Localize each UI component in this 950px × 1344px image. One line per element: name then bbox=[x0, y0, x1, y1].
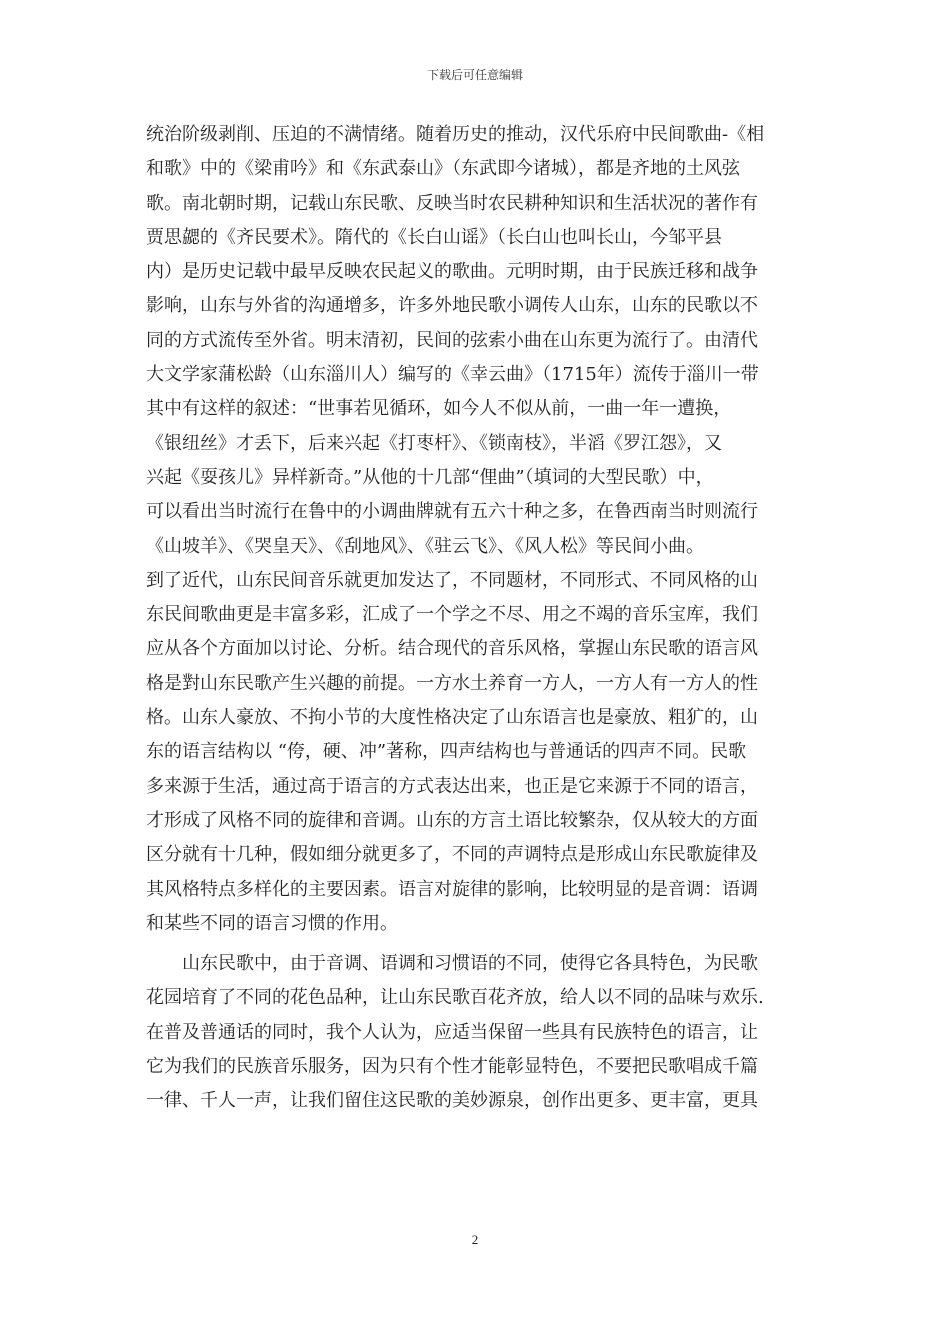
text-line: 影响，山东与外省的沟通增多，许多外地民歌小调传人山东，山东的民歌以不 bbox=[146, 295, 758, 317]
text-line: 《银纽丝》才丢下，后来兴起《打枣杆》、《锁南枝》，半滔《罗江怨》，又 bbox=[146, 432, 722, 454]
text-line: 多来源于生活，通过高于语言的方式表达出来，也正是它来源于不同的语言， bbox=[146, 775, 758, 797]
text-line: 区分就有十几种，假如细分就更多了，不同的声调特点是形成山东民歌旋律及 bbox=[146, 844, 758, 866]
text-line: 其风格特点多样化的主要因素。语言对旋律的影响，比较明显的是音调：语调 bbox=[146, 878, 758, 900]
text-line: 格是對山东民歌产生兴趣的前提。一方水土养育一方人，一方人有一方人的性 bbox=[146, 672, 758, 694]
page-header: 下载后可任意编辑 bbox=[426, 68, 523, 82]
text-line: 到了近代，山东民间音乐就更加发达了，不同题材，不同形式、不同风格的山 bbox=[146, 569, 758, 591]
text-line-indented: 山东民歌中，由于音调、语调和习惯语的不同，使得它各具特色，为民歌 bbox=[182, 953, 758, 975]
text-line: 应从各个方面加以讨论、分析。结合现代的音乐风格，掌握山东民歌的语言风 bbox=[146, 638, 758, 660]
text-line: 统治阶级剥削、压迫的不满情绪。随着历史的推动，汉代乐府中民间歌曲-《相 bbox=[146, 124, 765, 145]
text-line: 同的方式流传至外省。明末清初，民间的弦索小曲在山东更为流行了。由清代 bbox=[146, 329, 758, 351]
text-line: 东的语言结构以 “侉，硬、冲”著称，四声结构也与普通话的四声不同。民歌 bbox=[146, 741, 747, 763]
text-line: 可以看出当时流行在鲁中的小调曲牌就有五六十种之多，在鲁西南当时则流行 bbox=[146, 501, 758, 523]
text-line: 和歌》中的《梁甫吟》和《东武泰山》（东武即今诸城），都是齐地的土风弦 bbox=[146, 158, 740, 180]
text-line: 花园培育了不同的花色品种，让山东民歌百花齐放，给人以不同的品味与欢乐. bbox=[146, 987, 764, 1009]
text-line: 歌。南北朝时期，记载山东民歌、反映当时农民耕种知识和生活状况的著作有 bbox=[146, 192, 758, 214]
text-line: 一律、千人一声，让我们留住这民歌的美妙源泉，创作出更多、更丰富，更具 bbox=[146, 1090, 758, 1112]
text-line: 它为我们的民族音乐服务，因为只有个性才能彰显特色，不要把民歌唱成千篇 bbox=[146, 1056, 758, 1078]
paragraph-2 bbox=[146, 947, 816, 1118]
text-line: 才形成了风格不同的旋律和音调。山东的方言土语比较繁杂，仅从较大的方面 bbox=[146, 809, 758, 831]
text-line: 东民间歌曲更是丰富多彩，汇成了一个学之不尽、用之不竭的音乐宝库，我们 bbox=[146, 604, 758, 626]
text-line: 其中有这样的叙述：“世事若见循环，如今人不似从前，一曲一年一遭换， bbox=[146, 398, 732, 420]
text-line: 大文学家蒲松龄（山东淄川人）编写的《幸云曲》（1715年）流传于淄川一带 bbox=[146, 364, 759, 386]
body-text bbox=[146, 118, 816, 1119]
text-line: 兴起《耍孩儿》异样新奇。”从他的十几部“俚曲”（填词的大型民歌）中， bbox=[146, 466, 714, 488]
text-line: 贾思勰的《齐民要术》。隋代的《长白山谣》（长白山也叫长山，今邹平县 bbox=[146, 226, 722, 248]
page-number: 2 bbox=[471, 1232, 479, 1247]
text-line: 在普及普通话的同时，我个人认为，应适当保留一些具有民族特色的语言，让 bbox=[146, 1021, 758, 1043]
text-line: 《山坡羊》、《哭皇天》、《刮地风》、《驻云飞》、《风人松》等民间小曲。 bbox=[146, 535, 704, 557]
text-line: 格。山东人豪放、不拘小节的大度性格决定了山东语言也是豪放、粗犷的，山 bbox=[146, 707, 758, 729]
text-line: 内）是历史记载中最早反映农民起义的歌曲。元明时期，由于民族迁移和战争 bbox=[146, 261, 758, 283]
text-line: 和某些不同的语言习惯的作用。 bbox=[146, 912, 398, 934]
paragraph-1 bbox=[146, 118, 816, 941]
